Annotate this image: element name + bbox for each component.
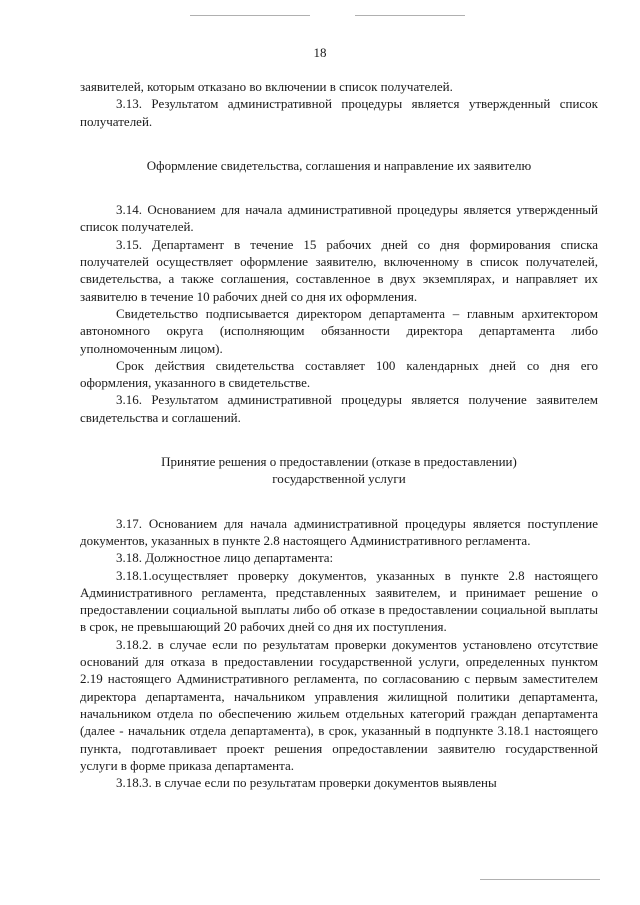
scan-artifact-line — [190, 15, 310, 16]
section-heading: Оформление свидетельства, соглашения и направление их заявителю — [146, 157, 532, 173]
paragraph: 3.15. Департамент в течение 15 рабочих дней со дня формирования списка получателей осуществляет оформление заявителю, включенному в список получателей, свидетельства, а также соглашения, составленное в двух экземплярах, и направляет их заявителю в течение 10 рабочих дней со дня их оформления. — [80, 236, 598, 304]
document-body — [80, 78, 598, 791]
paragraph: 3.17. Основанием для начала административной процедуры является поступление документов, указанных в пункте 2.8 настоящего Административного регламента. — [80, 515, 598, 548]
scan-artifact-line — [480, 879, 600, 880]
paragraph: 3.13. Результатом административной процедуры является утвержденный список получателей. — [80, 96, 598, 129]
paragraph: заявителей, которым отказано во включении в список получателей. — [80, 79, 453, 94]
paragraph: 3.18.2. в случае если по результатам проверки документов установлено отсутствие оснований для отказа в предоставлении государственной услуги, определенных пунктом 2.19 настоящего Административного регламента, по согласованию с первым заместителем директора департамента, начальником управления жилищной политики департамента, начальником отдела по обеспечению жильем отдельных категорий граждан департамента (далее - начальник отдела департамента), в срок, указанный в подпункте 3.18.1 настоящего пункта, подготавливает проект решения опредоставлении заявителю государственной услуги в форме приказа департамента. — [80, 636, 598, 773]
paragraph: 3.18. Должностное лицо департамента: — [116, 550, 334, 566]
paragraph: 3.14. Основанием для начала административной процедуры является утвержденный список получателей. — [80, 202, 598, 235]
paragraph: 3.18.3. в случае если по результатам проверки документов выявлены — [116, 775, 497, 791]
section-heading-line: государственной услуги — [272, 471, 406, 487]
paragraph: 3.18.1.осуществляет проверку документов, указанных в пункте 2.8 настоящего Административного регламента, представленных заявителем, и принимает решение о предоставлении социальной выплаты либо об отказе в предоставлении социальной выплаты в срок, не превышающий 20 рабочих дней со дня их поступления. — [80, 567, 598, 635]
paragraph: Срок действия свидетельства составляет 100 календарных дней со дня его оформления, указанного в свидетельстве. — [80, 357, 598, 391]
page-number: 18 — [313, 45, 327, 60]
paragraph: Свидетельство подписывается директором департамента – главным архитектором автономного округа (исполняющим обязанности директора департамента либо уполномоченным лицом). — [80, 305, 598, 356]
paragraph: 3.16. Результатом административной процедуры является получение заявителем свидетельства и соглашений. — [80, 392, 598, 425]
section-heading-line: Принятие решения о предоставлении (отказе в предоставлении) — [161, 454, 517, 470]
scan-artifact-line — [355, 15, 465, 16]
